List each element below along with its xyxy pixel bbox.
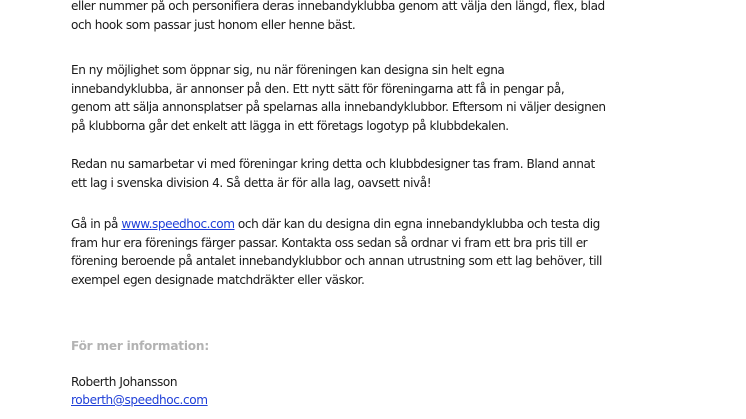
text-line bbox=[71, 215, 602, 234]
text-fragment: och där kan du designa din egna innebandyklubba och testa dig bbox=[234, 217, 600, 231]
text-line: ett lag i svenska division 4. Så detta är för alla lag, oavsett nivå! bbox=[71, 175, 432, 190]
paragraph-call-to-action bbox=[71, 215, 602, 289]
text-line: eller nummer på och personifiera deras innebandyklubba genom att välja den längd, flex, blad bbox=[71, 0, 605, 13]
text-line: förening beroende på antalet innebandyklubbor och annan utrustning som ett lag behöver, till bbox=[71, 254, 602, 268]
paragraph-advertising bbox=[71, 61, 606, 135]
text-line: exempel egen designade matchdräkter eller väskor. bbox=[71, 272, 365, 287]
text-line: fram hur era förenings färger passar. Kontakta oss sedan så ordnar vi fram ett bra pris till er bbox=[71, 235, 588, 250]
contact-name: Roberth Johansson bbox=[71, 375, 178, 389]
contact-block bbox=[71, 373, 208, 409]
paragraph-collaboration bbox=[71, 155, 595, 192]
text-line: innebandyklubba, är annonser på den. Ett nytt sätt för föreningarna att få in pengar på, bbox=[71, 81, 565, 96]
text-line: genom att sälja annonsplatser på spelarnas alla innebandyklubbor. Eftersom ni väljer designen bbox=[71, 100, 606, 114]
more-info-heading: För mer information: bbox=[71, 339, 209, 353]
text-fragment: Gå in på bbox=[71, 217, 122, 231]
text-line: Redan nu samarbetar vi med föreningar kring detta och klubbdesigner tas fram. Bland annat bbox=[71, 157, 595, 171]
website-link[interactable]: www.speedhoc.com bbox=[121, 217, 235, 231]
contact-email-link[interactable]: roberth@speedhoc.com bbox=[71, 393, 208, 407]
text-line: och hook som passar just honom eller henne bäst. bbox=[71, 17, 356, 32]
text-line: En ny möjlighet som öppnar sig, nu när föreningen kan designa sin helt egna bbox=[71, 63, 505, 77]
text-line: på klubborna går det enkelt att lägga in ett företags logotyp på klubbdekalen. bbox=[71, 118, 509, 133]
paragraph-stick-personalization bbox=[71, 0, 605, 34]
